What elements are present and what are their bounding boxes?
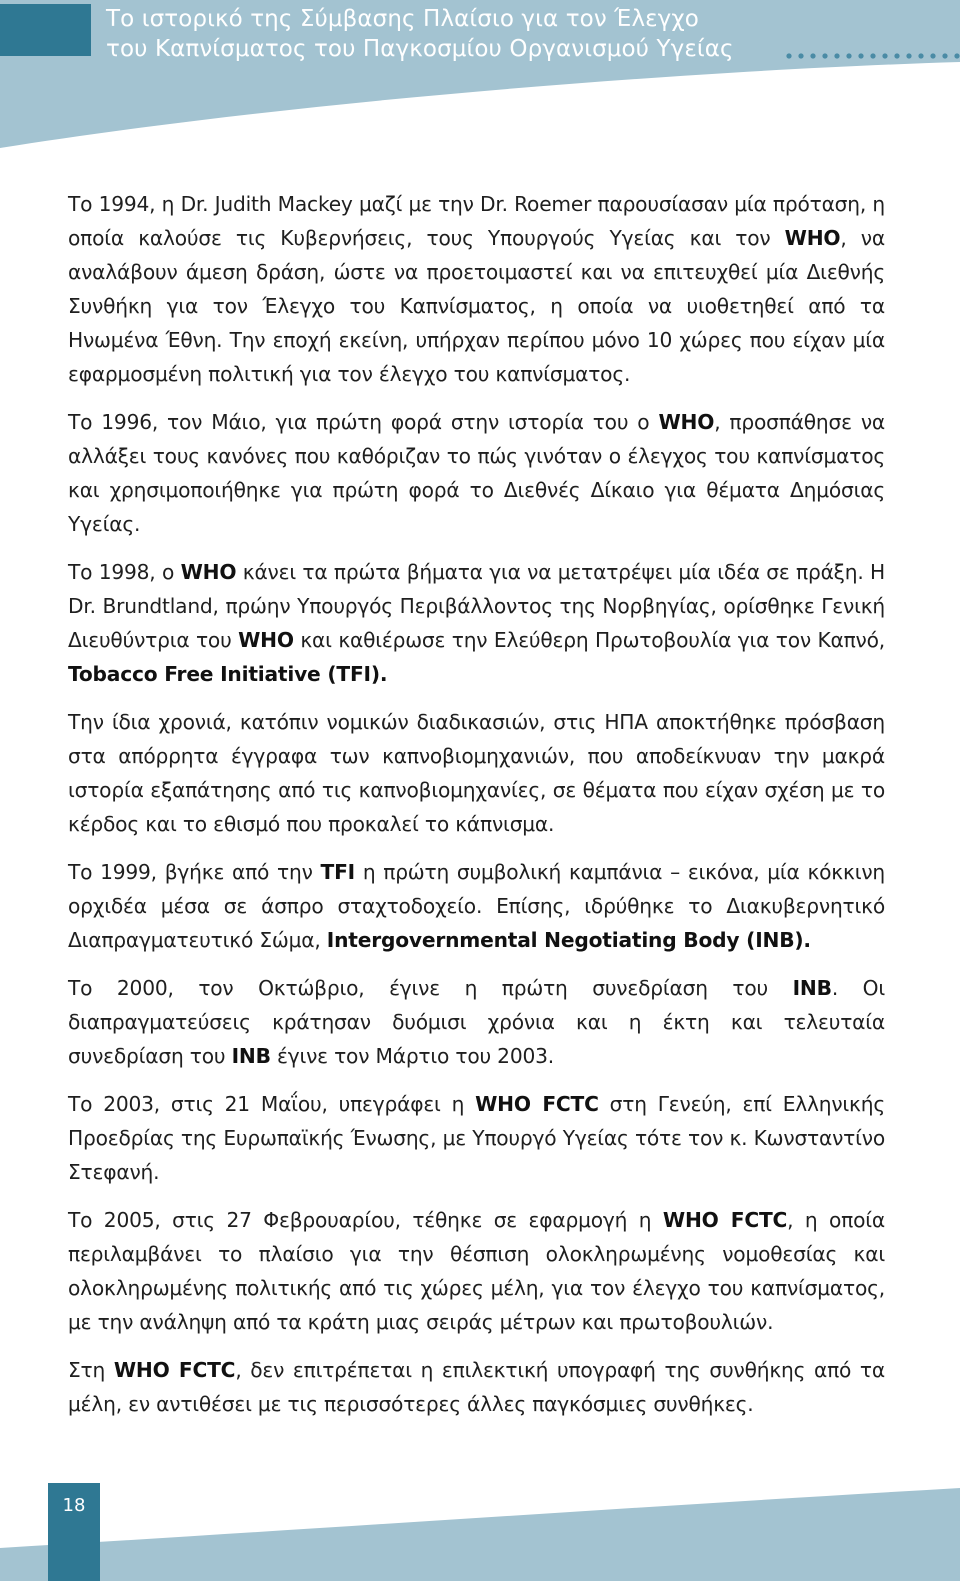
bold-term: Intergovernmental Negotiating Body (INB). — [326, 928, 811, 952]
bold-term: WHO — [180, 560, 237, 584]
bold-term: TFI — [320, 860, 355, 884]
paragraph — [68, 405, 885, 541]
bold-term: WHO — [238, 628, 294, 652]
bold-term: WHO FCTC — [475, 1092, 599, 1116]
paragraph — [68, 971, 885, 1073]
paragraph — [68, 1353, 885, 1421]
text-run: η πρώτη συμβολική καμπάνια – εικόνα, μία κόκκινη ορχιδέα μέσα σε άσπρο σταχτοδοχείο. Επίσης, ιδρύθηκε το Διακυβερνητικό Διαπραγματευτικό Σώμα, — [68, 860, 885, 952]
page-number: 18 — [48, 1483, 100, 1581]
paragraph — [68, 555, 885, 691]
paragraph — [68, 1203, 885, 1339]
header-accent-tab — [0, 4, 91, 56]
text-run: Το 1999, βγήκε από την — [68, 860, 321, 884]
bold-term: INB — [792, 976, 832, 1000]
paragraph — [68, 1087, 885, 1189]
text-run: έγινε τον Μάρτιο του 2003. — [270, 1044, 554, 1068]
bold-term: WHO — [658, 410, 715, 434]
text-run: και καθιέρωσε την Ελεύθερη Πρωτοβουλία για τον Καπνό, — [293, 628, 885, 652]
text-run: , δεν επιτρέπεται η επιλεκτική υπογραφή της συνθήκης από τα μέλη, εν αντιθέσει με τις περισσότερες άλλες παγκόσμιες συνθήκες. — [68, 1358, 885, 1416]
text-run: , η οποία περιλαμβάνει το πλαίσιο για την θέσπιση ολοκληρωμένης νομοθεσίας και ολοκληρωμένης πολιτικής από τις χώρες μέλη, για τον έλεγχο του καπνίσματος, με την ανάληψη από τα κράτη μιας σειράς μέτρων και πρωτοβουλιών. — [68, 1208, 885, 1334]
bold-term: Tobacco Free Initiative (TFI). — [68, 662, 388, 686]
paragraph — [68, 855, 885, 957]
text-run: κάνει τα πρώτα βήματα για να μετατρέψει μία ιδέα σε πράξη. Η Dr. Brundtland, πρώην Υπουργός Περιβάλλοντος της Νορβηγίας, ορίσθηκε Γενική Διευθύντρια του — [68, 560, 885, 652]
footer-band — [0, 1440, 960, 1581]
page-title — [106, 4, 734, 64]
text-run: Την ίδια χρονιά, κατόπιν νομικών διαδικασιών, στις ΗΠΑ αποκτήθηκε πρόσβαση στα απόρρητα έγγραφα των καπνοβιομηχανιών, που αποδείκνυαν την μακρά ιστορία εξαπάτησης από τις καπνοβιομηχανίες, σε θέματα που είχαν σχέση με το κέρδος και το εθισμό που προκαλεί το κάπνισμα. — [68, 710, 885, 836]
page-title-line-1: Το ιστορικό της Σύμβασης Πλαίσιο για τον Έλεγχο — [106, 6, 699, 32]
text-run: Το 1998, ο — [68, 560, 181, 584]
dotted-rule — [783, 52, 960, 60]
paragraph — [68, 705, 885, 841]
paragraph — [68, 187, 885, 391]
text-run: Το 2003, στις 21 Μαΐου, υπεγράφει η — [68, 1092, 476, 1116]
bold-term: WHO FCTC — [113, 1358, 236, 1382]
text-run: Το 2005, στις 27 Φεβρουαρίου, τέθηκε σε εφαρμογή η — [68, 1208, 663, 1232]
text-run: , να αναλάβουν άμεση δράση, ώστε να προετοιμαστεί και να επιτευχθεί μία Διεθνής Συνθήκη για τον Έλεγχο του Καπνίσματος, η οποία να υιοθετηθεί από τα Ηνωμένα Έθνη. Την εποχή εκείνη, υπήρχαν περίπου μόνο 10 χώρες που είχαν μία εφαρμοσμένη πολιτική για τον έλεγχο του καπνίσματος. — [68, 226, 885, 386]
text-run: Το 2000, τον Οκτώβριο, έγινε η πρώτη συνεδρίαση του — [68, 976, 793, 1000]
text-run: Το 1996, τον Μάιο, για πρώτη φορά στην ιστορία του ο — [68, 410, 659, 434]
page-title-line-2: του Καπνίσματος του Παγκοσμίου Οργανισμού Υγείας — [106, 36, 734, 62]
body-text — [68, 187, 885, 1435]
bold-term: INB — [231, 1044, 271, 1068]
bold-term: WHO — [784, 226, 841, 250]
text-run: Το 1994, η Dr. Judith Mackey μαζί με την Dr. Roemer παρουσίασαν μία πρόταση, η οποία καλούσε τις Κυβερνήσεις, τους Υπουργούς Υγείας και τον — [68, 192, 885, 250]
bold-term: WHO FCTC — [662, 1208, 788, 1232]
footer-wave — [0, 1440, 960, 1581]
text-run: Στη — [68, 1358, 114, 1382]
text-run: , προσπάθησε να αλλάξει τους κανόνες που καθόριζαν το πώς γινόταν ο έλεγχος του καπνίσματος και χρησιμοποιήθηκε για πρώτη φορά το Διεθνές Δίκαιο για θέματα Δημόσιας Υγείας. — [68, 410, 886, 536]
text-run: στη Γενεύη, επί Ελληνικής Προεδρίας της Ευρωπαϊκής Ένωσης, με Υπουργό Υγείας τότε τον κ. Κωνσταντίνο Στεφανή. — [68, 1092, 885, 1184]
text-run: . Οι διαπραγματεύσεις κράτησαν δυόμισι χρόνια και η έκτη και τελευταία συνεδρίαση του — [68, 976, 885, 1068]
